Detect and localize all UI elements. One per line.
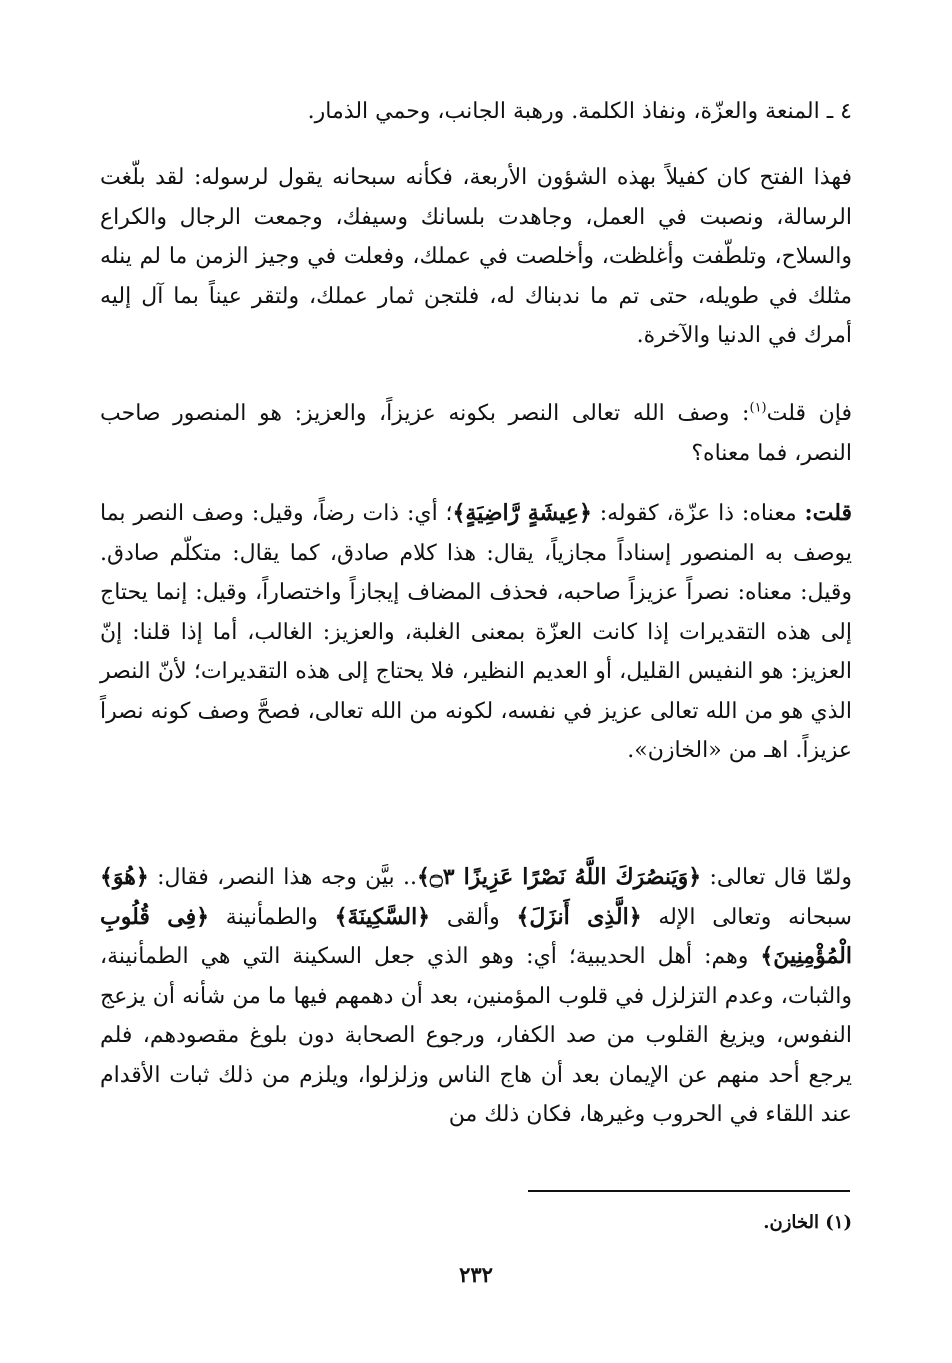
footnote: (١) الخازن. (763, 1212, 852, 1233)
quran-quote: ﴿السَّكِينَةَ﴾ (334, 903, 431, 930)
answer-part: معناه: ذا عزّة، كقوله: (591, 501, 805, 526)
paragraph-4-part: وألقى (430, 904, 517, 930)
paragraph-3-text (100, 494, 852, 771)
paragraph-4-part: سبحانه وتعالى الإله (641, 904, 852, 930)
paragraph-1-text: فهذا الفتح كان كفيلاً بهذه الشؤون الأربعة، فكأنه سبحانه يقول لرسوله: لقد بلّغت الرسالة، ونصبت في العمل، وجاهدت بلسانك وسيفك، وجمعت الرجال والكراع والسلاح، وتلطّفت وأغلظت، وأخلصت في عملك، وفعلت في وجيز الزمن ما لم ينله مثلك في طويله، حتى تم ما ندبناك له، فلتجن ثمار عملك، ولتقر عيناً بما آل إليه أمرك في الدنيا والآخرة. (100, 165, 852, 348)
quran-quote: ﴿وَيَنصُرَكَ اللَّهُ نَصْرًا عَزِيزًا ۝٣﴾ (416, 864, 702, 890)
paragraph-4-part: والطمأنينة (209, 904, 335, 930)
answer-lead: قلت: (804, 500, 852, 526)
paragraph-4-part: .. بيَّن وجه هذا النصر، فقال: (148, 865, 417, 890)
question-lead: فإن قلت (766, 401, 853, 426)
paragraph-2-text (100, 394, 852, 473)
footnote-divider (528, 1190, 850, 1192)
paragraph-2 (100, 394, 852, 473)
answer-text: ؛ أي: ذات رضاً، وقيل: وصف النصر بما يوصف به المنصور إسناداً مجازياً، يقال: هذا كلام صادق، كما يقال: متكلّم صادق. وقيل: معناه: نصراً عزيزاً صاحبه، فحذف المضاف إيجازاً واختصاراً، وقيل: إنما يحتاج إلى هذه التقديرات إذا كانت العزّة بمعنى الغلبة، والعزيز: الغالب، أما إذا قلنا: إنّ العزيز: هو النفيس القليل، أو العديم النظير، فلا يحتاج إلى هذه التقديرات؛ لأنّ النصر الذي هو من الله تعالى عزيز في نفسه، لكونه من الله تعالى، فصحَّ وصف كونه نصراً عزيزاً. اهـ من «الخازن». (100, 501, 852, 763)
list-item-4: ٤ ـ المنعة والعزّة، ونفاذ الكلمة. ورهبة الجانب، وحمي الذمار. (307, 99, 852, 124)
quran-quote: ﴿الَّذِى أَنزَلَ﴾ (516, 903, 642, 930)
paragraph-4 (100, 858, 852, 1135)
footnote-reference: (١) (749, 400, 767, 416)
question-text: : وصف الله تعالى النصر بكونه عزيزاً، والعزيز: هو المنصور صاحب النصر، فما معناه؟ (100, 401, 852, 466)
paragraph-4-text-rest: وهم: أهل الحديبية؛ أي: وهو الذي جعل السكينة التي هي الطمأنينة، والثبات، وعدم التزلزل في قلوب المؤمنين، بعد أن دهمهم فيها ما من شأنه أن يزعج النفوس، ويزيغ القلوب من صد الكفار، ورجوع الصحابة دون بلوغ مقصودهم، فلم يرجع أحد منهم عن الإيمان بعد أن هاج الناس وزلزلوا، ويلزم من ذلك ثبات الأقدام عند اللقاء في الحروب وغيرها، فكان ذلك من (100, 944, 852, 1127)
quran-quote: ﴿عِيشَةٍ رَّاضِيَةٍ﴾ (452, 500, 592, 526)
paragraph-4-text (100, 858, 852, 1135)
quran-quote: ﴿فِى قُلُوبِ الْمُؤْمِنِينَ﴾ (100, 903, 852, 969)
page-number: ٢٣٢ (459, 1262, 493, 1287)
paragraph-4-part: ولمّا قال تعالى: (701, 865, 852, 890)
paragraph-3 (100, 494, 852, 771)
paragraph-1 (100, 158, 852, 356)
quran-quote: ﴿هُوَ﴾ (100, 864, 149, 890)
